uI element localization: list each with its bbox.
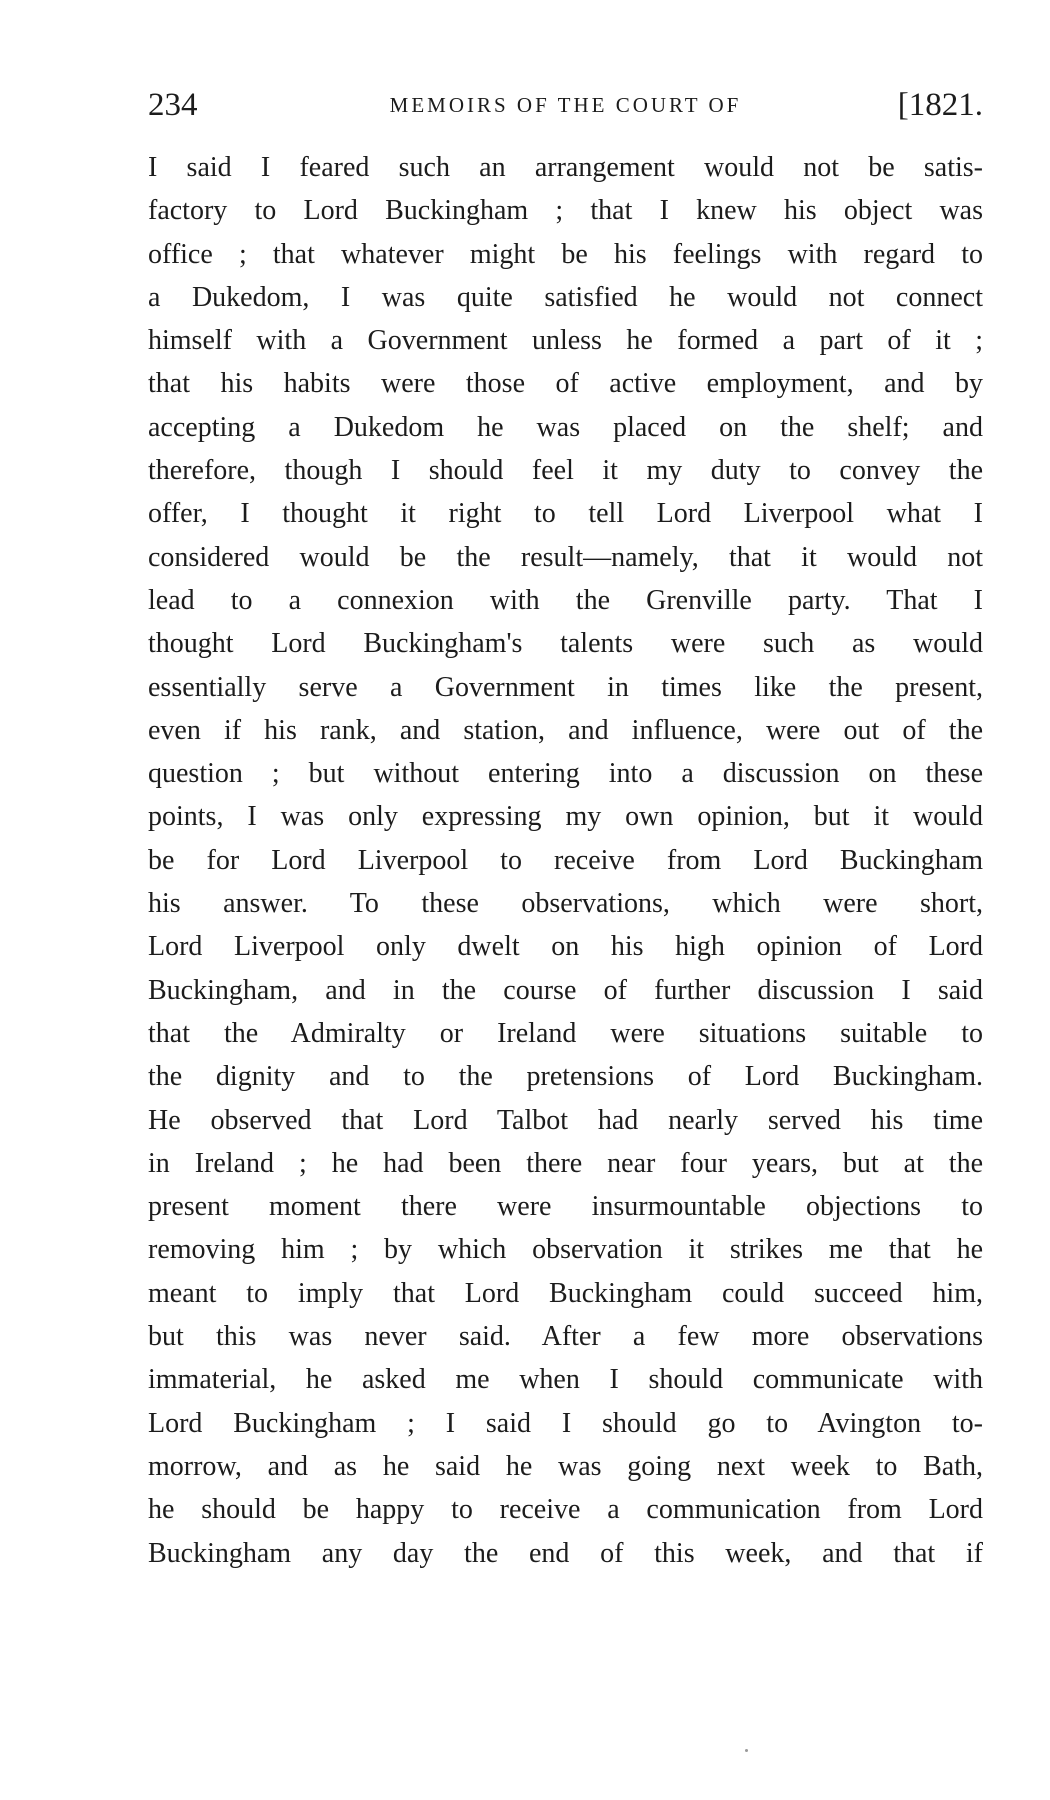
text-line: morrow, and as he said he was going next week to Bath, <box>148 1450 983 1482</box>
text-line: himself with a Government unless he formed a part of it ; <box>148 325 983 357</box>
text-line: his answer. To these observations, which were short, <box>148 888 983 920</box>
text-line: removing him ; by which observation it strikes me that he <box>148 1234 983 1266</box>
text-line: immaterial, he asked me when I should communicate with <box>148 1364 983 1396</box>
paper-speck <box>745 1749 748 1752</box>
text-line: present moment there were insurmountable objections to <box>148 1191 983 1223</box>
text-line: Lord Buckingham ; I said I should go to Avington to- <box>148 1407 983 1439</box>
text-line: that his habits were those of active employment, and by <box>148 368 983 400</box>
text-line: he should be happy to receive a communication from Lord <box>148 1494 983 1526</box>
page-number: 234 <box>148 87 198 123</box>
text-line: thought Lord Buckingham's talents were such as would <box>148 628 983 660</box>
text-line: that the Admiralty or Ireland were situations suitable to <box>148 1017 983 1049</box>
running-head <box>148 82 983 128</box>
text-line: offer, I thought it right to tell Lord Liverpool what I <box>148 498 983 530</box>
text-line: factory to Lord Buckingham ; that I knew his object was <box>148 195 983 227</box>
text-line: in Ireland ; he had been there near four years, but at the <box>148 1147 983 1179</box>
text-line: I said I feared such an arrangement would not be satis- <box>148 152 983 183</box>
text-line: Lord Liverpool only dwelt on his high opinion of Lord <box>148 931 983 963</box>
text-line: points, I was only expressing my own opinion, but it would <box>148 801 983 833</box>
text-line: Buckingham any day the end of this week, and that if <box>148 1537 983 1569</box>
text-line: question ; but without entering into a discussion on these <box>148 758 983 790</box>
text-line: a Dukedom, I was quite satisfied he would not connect <box>148 281 983 313</box>
text-line: therefore, though I should feel it my duty to convey the <box>148 455 983 487</box>
text-line: accepting a Dukedom he was placed on the shelf; and <box>148 411 983 443</box>
text-line: be for Lord Liverpool to receive from Lord Buckingham <box>148 844 983 876</box>
text-line: office ; that whatever might be his feelings with regard to <box>148 238 983 270</box>
text-line: essentially serve a Government in times like the present, <box>148 671 983 703</box>
running-title: MEMOIRS OF THE COURT OF <box>389 93 742 117</box>
text-line: Buckingham, and in the course of further discussion I said <box>148 974 983 1006</box>
body-text <box>148 146 983 1575</box>
running-year: [1821. <box>897 87 983 123</box>
text-line: considered would be the result—namely, that it would not <box>148 541 983 573</box>
text-line: even if his rank, and station, and influence, were out of the <box>148 714 983 746</box>
text-line: but this was never said. After a few more observations <box>148 1321 983 1353</box>
text-line: meant to imply that Lord Buckingham could succeed him, <box>148 1277 983 1309</box>
text-line: He observed that Lord Talbot had nearly served his time <box>148 1104 983 1136</box>
text-line: the dignity and to the pretensions of Lord Buckingham. <box>148 1061 983 1093</box>
text-line: lead to a connexion with the Grenville party. That I <box>148 584 983 616</box>
